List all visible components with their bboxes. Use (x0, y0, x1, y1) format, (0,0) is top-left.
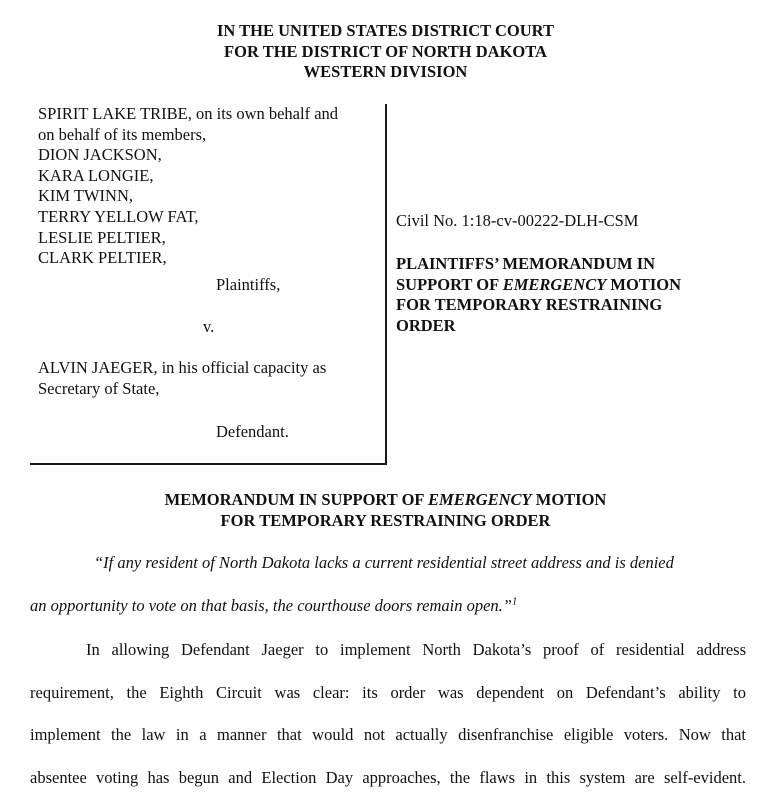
paragraph-line: requirement, the Eighth Circuit was clear: its order was dependent on Defendant’s ability to (30, 683, 746, 702)
title-text: SUPPORT OF (396, 274, 503, 294)
title-line: PLAINTIFFS’ MEMORANDUM IN (396, 254, 656, 273)
case-number: Civil No. 1:18-cv-00222-DLH-CSM (396, 211, 639, 230)
paragraph-line: In allowing Defendant Jaeger to implement North Dakota’s proof of residential address (86, 640, 746, 659)
heading-text: MOTION (531, 490, 607, 509)
plaintiff-line: KARA LONGIE, (38, 165, 154, 185)
heading-text: MEMORANDUM IN SUPPORT OF (164, 490, 429, 509)
document-title (396, 254, 681, 336)
plaintiff-line: DION JACKSON, (38, 145, 162, 165)
title-line: FOR TEMPORARY RESTRAINING (396, 295, 663, 314)
court-district: FOR THE DISTRICT OF NORTH DAKOTA (224, 41, 547, 61)
heading-line: FOR TEMPORARY RESTRAINING ORDER (220, 510, 551, 530)
defendant-block (38, 358, 326, 399)
court-division: WESTERN DIVISION (303, 62, 468, 81)
case-caption-box (30, 104, 387, 465)
defendant-label: Defendant. (216, 422, 289, 441)
title-emphasis: EMERGENCY (502, 274, 607, 294)
court-header (0, 21, 771, 83)
epigraph-line: “If any resident of North Dakota lacks a current residential street address and is denied (94, 553, 674, 572)
title-line: ORDER (396, 315, 456, 335)
court-name: IN THE UNITED STATES DISTRICT COURT (216, 21, 554, 40)
title-text: MOTION (606, 274, 682, 294)
plaintiff-line: KIM TWINN, (38, 186, 134, 206)
plaintiff-line: TERRY YELLOW FAT, (38, 206, 199, 226)
plaintiff-line: LESLIE PELTIER, (38, 227, 166, 247)
heading-emphasis: EMERGENCY (428, 490, 532, 509)
plaintiff-line: on behalf of its members, (38, 124, 207, 144)
heading-line (0, 490, 771, 511)
footnote-marker[interactable]: 1 (512, 596, 518, 608)
versus-label: v. (203, 317, 215, 336)
epigraph-line (30, 596, 517, 616)
title-line (396, 275, 681, 296)
plaintiffs-list (38, 104, 338, 269)
plaintiff-line: CLARK PELTIER, (38, 248, 167, 268)
paragraph-line: absentee voting has begun and Election Day approaches, the flaws in this system are self-evident. (30, 768, 746, 787)
epigraph-text: an opportunity to vote on that basis, the courthouse doors remain open.” (30, 596, 512, 615)
defendant-line: ALVIN JAEGER, in his official capacity as (38, 358, 327, 377)
plaintiff-line: SPIRIT LAKE TRIBE, on its own behalf and (38, 104, 339, 123)
paragraph-line: implement the law in a manner that would not actually disenfranchise eligible voters. Now that (30, 725, 746, 744)
defendant-line: Secretary of State, (38, 378, 160, 398)
memorandum-heading (0, 490, 771, 531)
plaintiffs-label: Plaintiffs, (216, 275, 281, 294)
